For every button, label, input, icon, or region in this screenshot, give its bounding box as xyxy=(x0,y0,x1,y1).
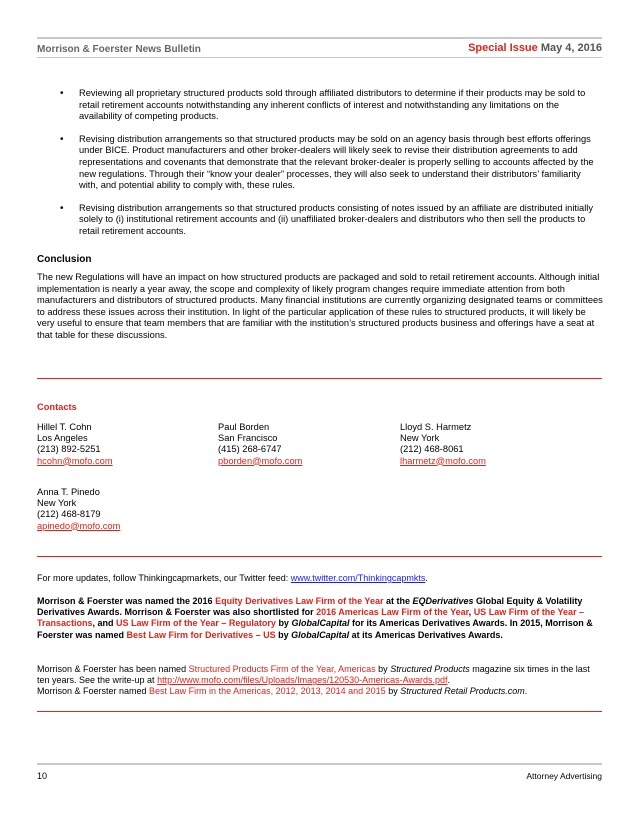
bullet-icon: • xyxy=(60,202,64,214)
recognition-text: . xyxy=(447,675,451,686)
contact-phone: (212) 468-8061 xyxy=(400,444,464,455)
contacts-heading: Contacts xyxy=(37,402,77,412)
bullet-text: Reviewing all proprietary structured products sold through affiliated distributors to determine if their products may be sold to retail retirement accounts notwithstanding any inherent conflicts of interest and notwithstanding any limitations on the availability of competing products. xyxy=(79,88,586,122)
special-issue-label: Special Issue xyxy=(468,42,538,54)
divider xyxy=(37,711,602,712)
publication-name: Structured Products xyxy=(390,664,470,674)
header-bottom-rule xyxy=(37,57,602,58)
contact-phone: (213) 892-5251 xyxy=(37,444,101,455)
recognition-text: by xyxy=(375,664,391,674)
contact-name: Lloyd S. Harmetz xyxy=(400,422,472,432)
bullet-icon: • xyxy=(60,133,64,145)
bullet-list xyxy=(37,88,602,249)
awards-text: Morrison & Foerster was named the 2016 xyxy=(37,596,216,606)
updates-text: For more updates, follow Thinkingcapmarkets, our Twitter feed: xyxy=(37,573,291,583)
bullet-text: Revising distribution arrangements so that structured products may be sold on an agency basis through best efforts offerings under BICE. Product manufacturers and other broker-dealers will likely seek to revise their distribution agreements to add representations and covenants that demonstrate that the relevant broker-dealer is properly selling to accounts affected by the new regulations. Through their “know your dealer” processes, they will also seek to understand their distributors’ familiarity with, and potential ability to comply with, these rules. xyxy=(79,133,594,191)
awards-text: , xyxy=(468,607,474,618)
awards-paragraph xyxy=(37,596,603,641)
divider xyxy=(37,556,602,557)
conclusion-paragraph: The new Regulations will have an impact on how structured products are packaged and sold to retail retirement accounts. Although initial implementation is nearly a year away, the scope and complexity of likely program changes require immediate attention from both manufacturers and distributors of structured products. Many financial institutions are currently organizing designated teams or committees to address these issues across their institution. In light of the particular application of these rules to structured products, it will likely be very useful to ensure that team members that are familiar with the institution’s structured products business and offerings have a seat at that table for these discussions. xyxy=(37,272,603,340)
award-name: Best Law Firm in the Americas, 2012, 2013, 2014 and 2015 xyxy=(149,686,386,697)
updates-suffix: . xyxy=(425,573,428,583)
awards-text: at the xyxy=(383,596,413,606)
contact-card xyxy=(218,422,302,467)
recognition-text: Morrison & Foerster has been named xyxy=(37,664,189,674)
divider xyxy=(37,378,602,379)
contact-phone: (212) 468-8179 xyxy=(37,509,101,520)
award-name: 2016 Americas Law Firm of the Year xyxy=(316,607,469,618)
award-name: US Law Firm of the Year – Regulatory xyxy=(116,618,276,629)
awards-text: for its Americas Derivatives Awards. In 2015, Morrison & Foerster was named xyxy=(37,618,593,640)
recognition-text: Morrison & Foerster named xyxy=(37,686,150,697)
award-name: US Law Firm of the Year – Transactions xyxy=(37,607,585,629)
awards-text: Global Equity & Volatility Derivatives Awards. Morrison & Foerster was also shortlisted for xyxy=(37,596,583,618)
award-name: Structured Products Firm of the Year, Americas xyxy=(188,664,376,674)
contact-card xyxy=(400,422,486,467)
bullet-item xyxy=(37,88,602,123)
recognition-paragraph xyxy=(37,664,603,698)
bullet-icon: • xyxy=(60,88,64,99)
issue-date: May 4, 2016 xyxy=(540,42,602,54)
contact-city: Los Angeles xyxy=(37,433,88,444)
awards-text: by xyxy=(275,618,292,629)
header-top-rule xyxy=(37,37,602,39)
page-number: 10 xyxy=(37,771,48,781)
publication-name: GlobalCapital xyxy=(291,618,350,629)
recognition-text: . xyxy=(524,686,528,697)
contact-name: Paul Borden xyxy=(218,422,270,432)
contact-city: New York xyxy=(37,498,77,509)
contact-card xyxy=(37,487,120,532)
attorney-advertising: Attorney Advertising xyxy=(526,771,602,781)
contact-city: San Francisco xyxy=(218,433,278,444)
bullet-item xyxy=(37,134,602,192)
awards-text: , and xyxy=(92,618,117,629)
publication-name: Structured Retail Products.com xyxy=(400,686,525,697)
contact-card xyxy=(37,422,113,467)
award-name: Best Law Firm for Derivatives – US xyxy=(126,629,276,640)
bullet-item xyxy=(37,203,602,238)
updates-line xyxy=(37,573,603,584)
contact-email-link[interactable]: lharmetz@mofo.com xyxy=(400,455,486,466)
contact-email-link[interactable]: apinedo@mofo.com xyxy=(37,520,121,531)
awards-text: at its Americas Derivatives Awards. xyxy=(349,629,503,640)
footer-rule xyxy=(37,763,602,765)
writeup-link[interactable]: http://www.mofo.com/files/Uploads/Images/120530-Americas-Awards.pdf xyxy=(157,675,448,686)
bullet-text: Revising distribution arrangements so that structured products consisting of notes issued by an affiliate are distributed initially solely to (i) institutional retirement accounts and (ii) unaffiliated broker-dealers and distributors who then sell the products to retail retirement accounts. xyxy=(79,202,594,236)
contact-email-link[interactable]: pborden@mofo.com xyxy=(218,455,303,466)
contact-name: Anna T. Pinedo xyxy=(37,487,100,497)
contact-email-link[interactable]: hcohn@mofo.com xyxy=(37,455,113,466)
contact-name: Hillel T. Cohn xyxy=(37,422,92,432)
publication-name: EQDerivatives xyxy=(412,596,474,606)
bulletin-title: Morrison & Foerster News Bulletin xyxy=(37,44,201,55)
contact-phone: (415) 268-6747 xyxy=(218,444,282,455)
recognition-text: by xyxy=(385,686,401,697)
publication-name: GlobalCapital xyxy=(291,629,350,640)
recognition-text: magazine six times in the last ten years. See the write-up at xyxy=(37,664,590,686)
twitter-link[interactable]: www.twitter.com/Thinkingcapmkts xyxy=(290,573,426,583)
award-name: Equity Derivatives Law Firm of the Year xyxy=(215,596,384,606)
conclusion-heading: Conclusion xyxy=(37,254,92,265)
issue-label xyxy=(468,42,602,54)
awards-text: by xyxy=(275,629,292,640)
contact-city: New York xyxy=(400,433,440,444)
